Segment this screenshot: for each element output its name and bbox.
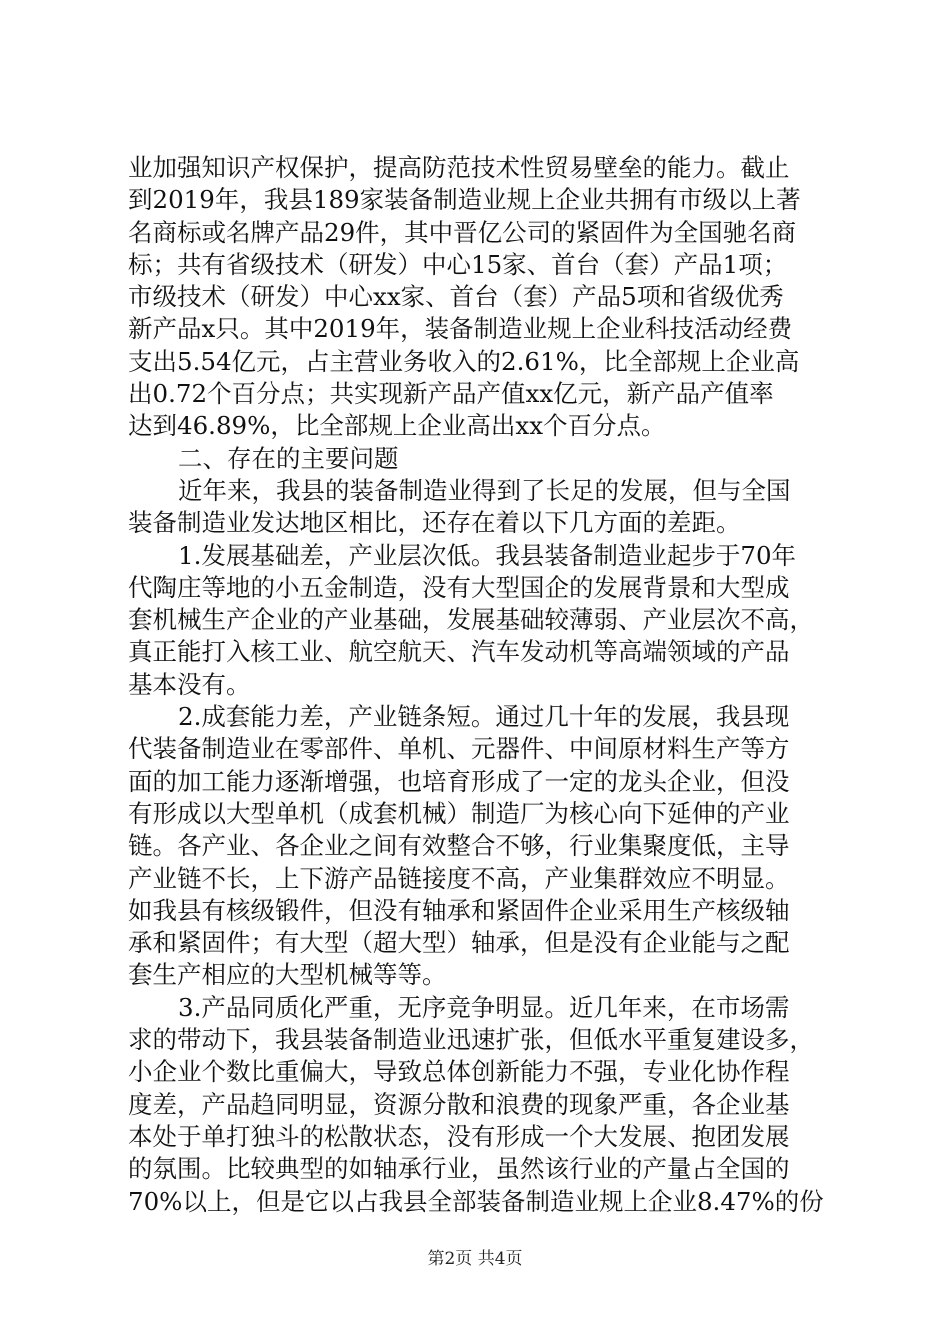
- text-line: 有形成以大型单机（成套机械）制造厂为核心向下延伸的产业: [128, 798, 790, 828]
- text-line: 求的带动下，我县装备制造业迅速扩张，但低水平重复建设多，: [128, 1025, 814, 1055]
- text-line: 真正能打入核工业、航空航天、汽车发动机等高端领域的产品: [128, 637, 790, 667]
- text-line: 代装备制造业在零部件、单机、元器件、中间原材料生产等方: [128, 734, 790, 764]
- text-line: 小企业个数比重偏大，导致总体创新能力不强，专业化协作程: [128, 1057, 790, 1087]
- text-line: 代陶庄等地的小五金制造，没有大型国企的发展背景和大型成: [128, 572, 790, 602]
- text-line: 度差，产品趋同明显，资源分散和浪费的现象严重，各企业基: [128, 1089, 790, 1119]
- text-line: 本处于单打独斗的松散状态，没有形成一个大发展、抱团发展: [128, 1121, 790, 1151]
- text-line: 近年来，我县的装备制造业得到了长足的发展，但与全国: [178, 475, 791, 505]
- text-line: 的氛围。比较典型的如轴承行业，虽然该行业的产量占全国的: [128, 1154, 790, 1184]
- text-line: 标；共有省级技术（研发）中心15家、首台（套）产品1项；: [128, 249, 788, 279]
- text-line: 支出5.54亿元，占主营业务收入的2.61%，比全部规上企业高: [128, 346, 800, 376]
- text-line: 市级技术（研发）中心xx家、首台（套）产品5项和省级优秀: [128, 282, 784, 312]
- text-line: 1.发展基础差，产业层次低。我县装备制造业起步于70年: [178, 540, 797, 570]
- text-line: 套机械生产企业的产业基础，发展基础较薄弱、产业层次不高，: [128, 605, 814, 635]
- text-line: 出0.72个百分点；共实现新产品产值xx亿元，新产品产值率: [128, 379, 774, 409]
- text-line: 基本没有。: [128, 669, 251, 699]
- text-line: 3.产品同质化严重，无序竞争明显。近几年来，在市场需: [178, 992, 790, 1022]
- text-line: 业加强知识产权保护，提高防范技术性贸易壁垒的能力。截止: [128, 153, 790, 182]
- body-text: [128, 152, 828, 1218]
- text-line: 名商标或名牌产品29件，其中晋亿公司的紧固件为全国驰名商: [128, 217, 797, 247]
- text-line: 2.成套能力差，产业链条短。通过几十年的发展，我县现: [178, 702, 790, 732]
- text-line: 到2019年，我县189家装备制造业规上企业共拥有市级以上著: [128, 185, 801, 215]
- text-line: 套生产相应的大型机械等等。: [128, 960, 447, 990]
- text-line: 面的加工能力逐渐增强，也培育形成了一定的龙头企业，但没: [128, 766, 790, 796]
- text-line: 70%以上，但是它以占我县全部装备制造业规上企业8.47%的份: [128, 1186, 824, 1216]
- text-line: 产业链不长，上下游产品链接度不高，产业集群效应不明显。: [128, 863, 790, 893]
- text-line: 达到46.89%，比全部规上企业高出xx个百分点。: [128, 411, 666, 441]
- text-line: 二、存在的主要问题: [178, 443, 399, 473]
- text-line: 承和紧固件；有大型（超大型）轴承，但是没有企业能与之配: [128, 928, 790, 958]
- text-line: 新产品x只。其中2019年，装备制造业规上企业科技活动经费: [128, 314, 793, 344]
- text-line: 链。各产业、各企业之间有效整合不够，行业集聚度低，主导: [128, 831, 790, 861]
- text-line: 如我县有核级锻件，但没有轴承和紧固件企业采用生产核级轴: [128, 895, 790, 925]
- page-footer: 第2页 共4页: [427, 1249, 523, 1269]
- text-line: 装备制造业发达地区相比，还存在着以下几方面的差距。: [128, 508, 741, 538]
